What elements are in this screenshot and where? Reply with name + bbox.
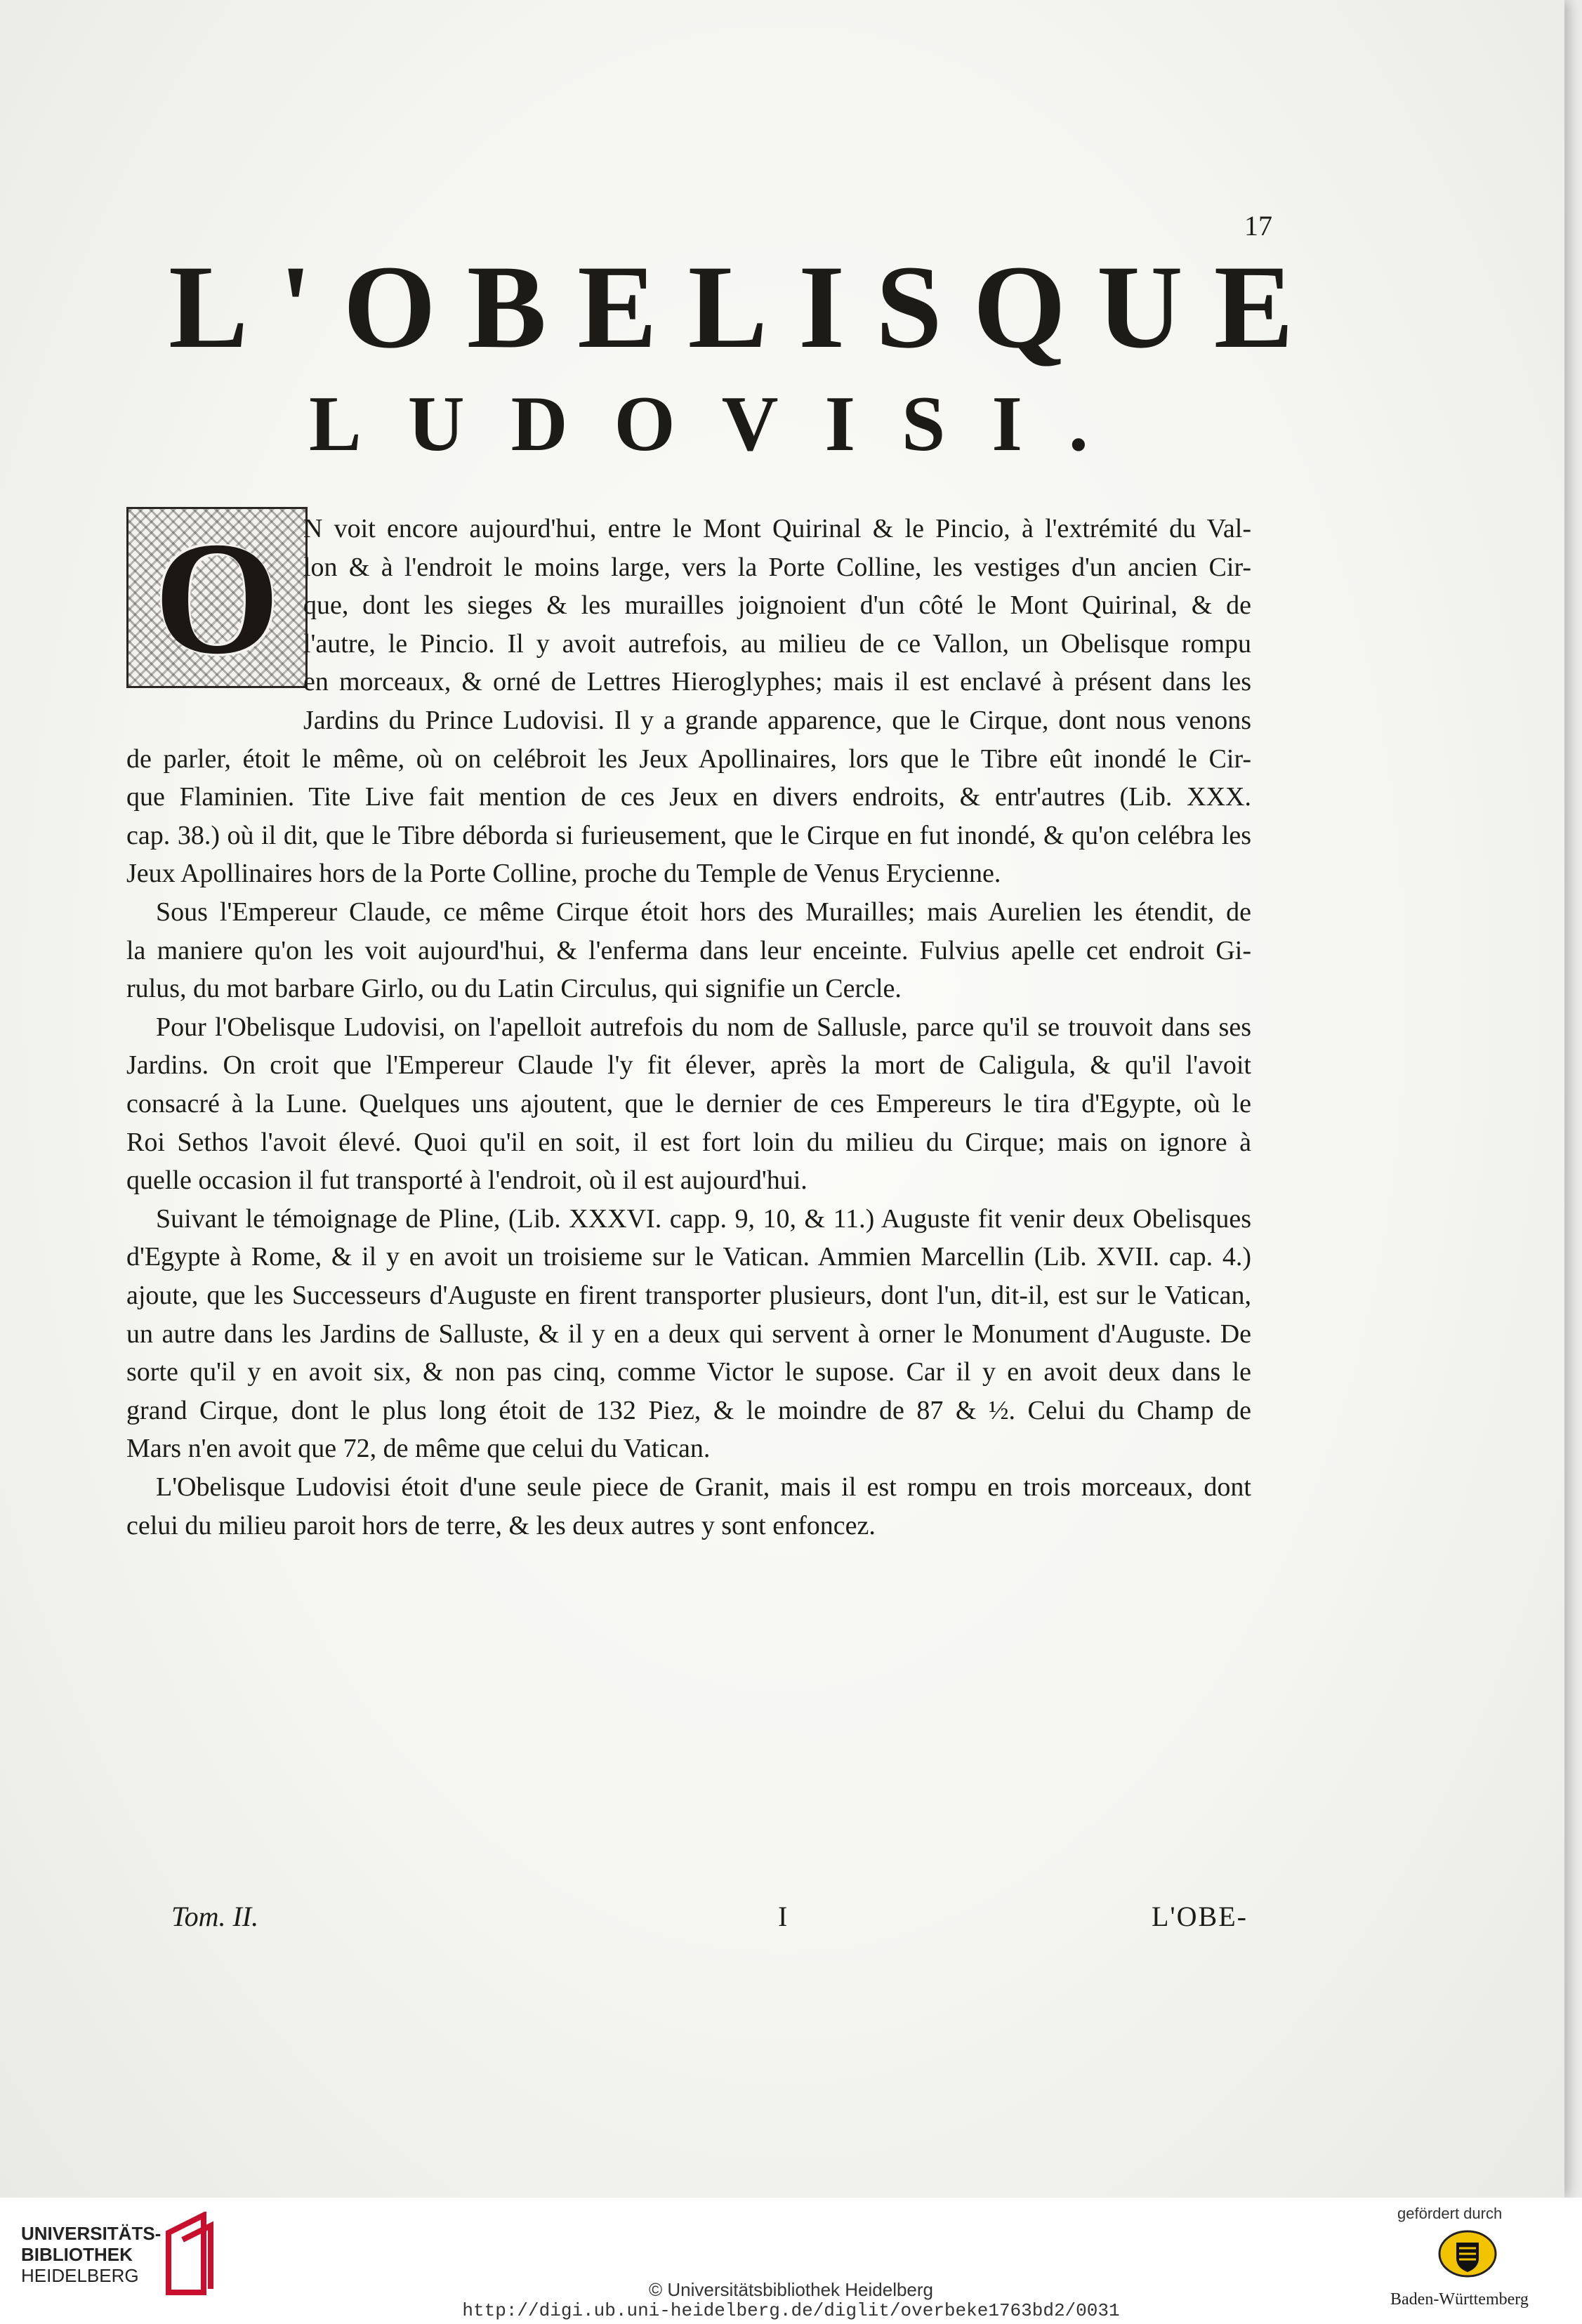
library-name [21,2223,161,2286]
library-name-line2: BIBLIOTHEK [21,2244,133,2265]
drop-cap-letter: O [154,508,280,687]
decorated-initial [126,507,308,688]
text-line: Mars n'en avoit que 72, de même que celui du Vatican. [126,1434,711,1464]
text-line: Roi Sethos l'avoit élevé. Quoi qu'il en soit, il est fort loin du milieu du Cirque; mais on ignore à [126,1127,1251,1157]
text-line: de parler, étoit le même, où on celébroit les Jeux Apollinaires, lors que le Tibre eût inondé le Cir- [126,744,1251,774]
page-title: L'OBELISQUE [169,241,1325,373]
page-number: 17 [1244,210,1272,242]
text-line: lon & à l'endroit le moins large, vers la Porte Colline, les vestiges d'un ancien Cir- [303,552,1251,582]
text-line: cap. 38.) où il dit, que le Tibre déborda si furieusement, que le Cirque en fut inondé, & qu'on celébra les [126,820,1251,850]
text-line: Jeux Apollinaires hors de la Porte Colline, proche du Temple de Venus Erycienne. [126,859,1001,889]
text-line: grand Cirque, dont le plus long étoit de 132 Piez, & le moindre de 87 & ½. Celui du Champ de [126,1395,1251,1425]
text-line: Jardins du Prince Ludovisi. Il y a grande apparence, que le Cirque, dont nous venons [303,706,1251,735]
copyright-notice: © Universitätsbibliothek Heidelberg [648,2279,934,2300]
catchword: L'OBE- [1152,1901,1248,1932]
text-line: ajoute, que les Successeurs d'Auguste en firent transporter plusieurs, dont l'un, dit-il, est sur le Vatican, [126,1281,1251,1310]
text-line: Jardins. On croit que l'Empereur Claude l'y fit élever, après la mort de Caligula, & qu'il l'avoit [126,1050,1251,1081]
library-name-line1: UNIVERSITÄTS- [21,2223,162,2244]
text-line: un autre dans les Jardins de Salluste, & il y en a deux qui servent à orner le Monument d'Auguste. De [126,1319,1251,1349]
text-line: Pour l'Obelisque Ludovisi, on l'apelloit autrefois du nom de Sallusle, parce qu'il se trouvoit dans ses [156,1012,1251,1042]
text-line: l'autre, le Pincio. Il y avoit autrefois, au milieu de ce Vallon, un Obelisque rompu [303,628,1251,659]
text-line: que Flaminien. Tite Live fait mention de ces Jeux en divers endroits, & entr'autres (Lib. XXX. [126,782,1251,812]
library-name-line3: HEIDELBERG [21,2265,139,2286]
text-line: Sous l'Empereur Claude, ce même Cirque étoit hors des Murailles; mais Aurelien les étendit, de [156,897,1251,927]
text-line: L'Obelisque Ludovisi étoit d'une seule piece de Granit, mais il est rompu en trois morceaux, dont [156,1472,1251,1502]
text-line: rulus, du mot barbare Girlo, ou du Latin Circulus, qui signifie un Cercle. [126,974,902,1004]
volume-signature: Tom. II. [171,1901,259,1932]
text-line: que, dont les sieges & les murailles joignoient d'un côté le Mont Quirinal, & de [303,590,1251,621]
text-line: Suivant le témoignage de Pline, (Lib. XXXVI. capp. 9, 10, & 11.) Auguste fit venir deux Obelisques [156,1203,1251,1234]
text-line: d'Egypte à Rome, & il y en avoit un troisieme sur le Vatican. Ammien Marcellin (Lib. XVII. cap. 4.) [126,1242,1251,1272]
text-line: la maniere qu'on les voit aujourd'hui, & l'enferma dans leur enceinte. Fulvius apelle cet endroit Gi- [126,935,1251,965]
text-line: sorte qu'il y en avoit six, & non pas cinq, comme Victor le supose. Car il y en avoit deux dans le [126,1357,1251,1387]
baden-wuerttemberg-seal-icon [1438,2230,1497,2278]
text-line: en morceaux, & orné de Lettres Hieroglyphes; mais il est enclavé à présent dans les [303,667,1251,697]
gathering-mark: I [778,1901,788,1932]
text-line: consacré à la Lune. Quelques uns ajoutent, que le dernier de ces Empereurs le tira d'Egypte, où le [126,1089,1251,1118]
text-line: N voit encore aujourd'hui, entre le Mont Quirinal & le Pincio, à l'extrémité du Val- [303,514,1251,543]
text-line: celui du milieu paroit hors de terre, & les deux autres y sont enfoncez. [126,1510,876,1540]
funder-name: Baden-Württemberg [1390,2290,1529,2309]
funded-by-label: gefördert durch [1397,2205,1503,2222]
text-line: quelle occasion il fut transporté à l'endroit, où il est aujourd'hui. [126,1166,808,1196]
permalink[interactable]: http://digi.ub.uni-heidelberg.de/diglit/overbeke1763bd2/0031 [462,2300,1120,2321]
page-subtitle: LUDOVISI. [309,381,1135,468]
